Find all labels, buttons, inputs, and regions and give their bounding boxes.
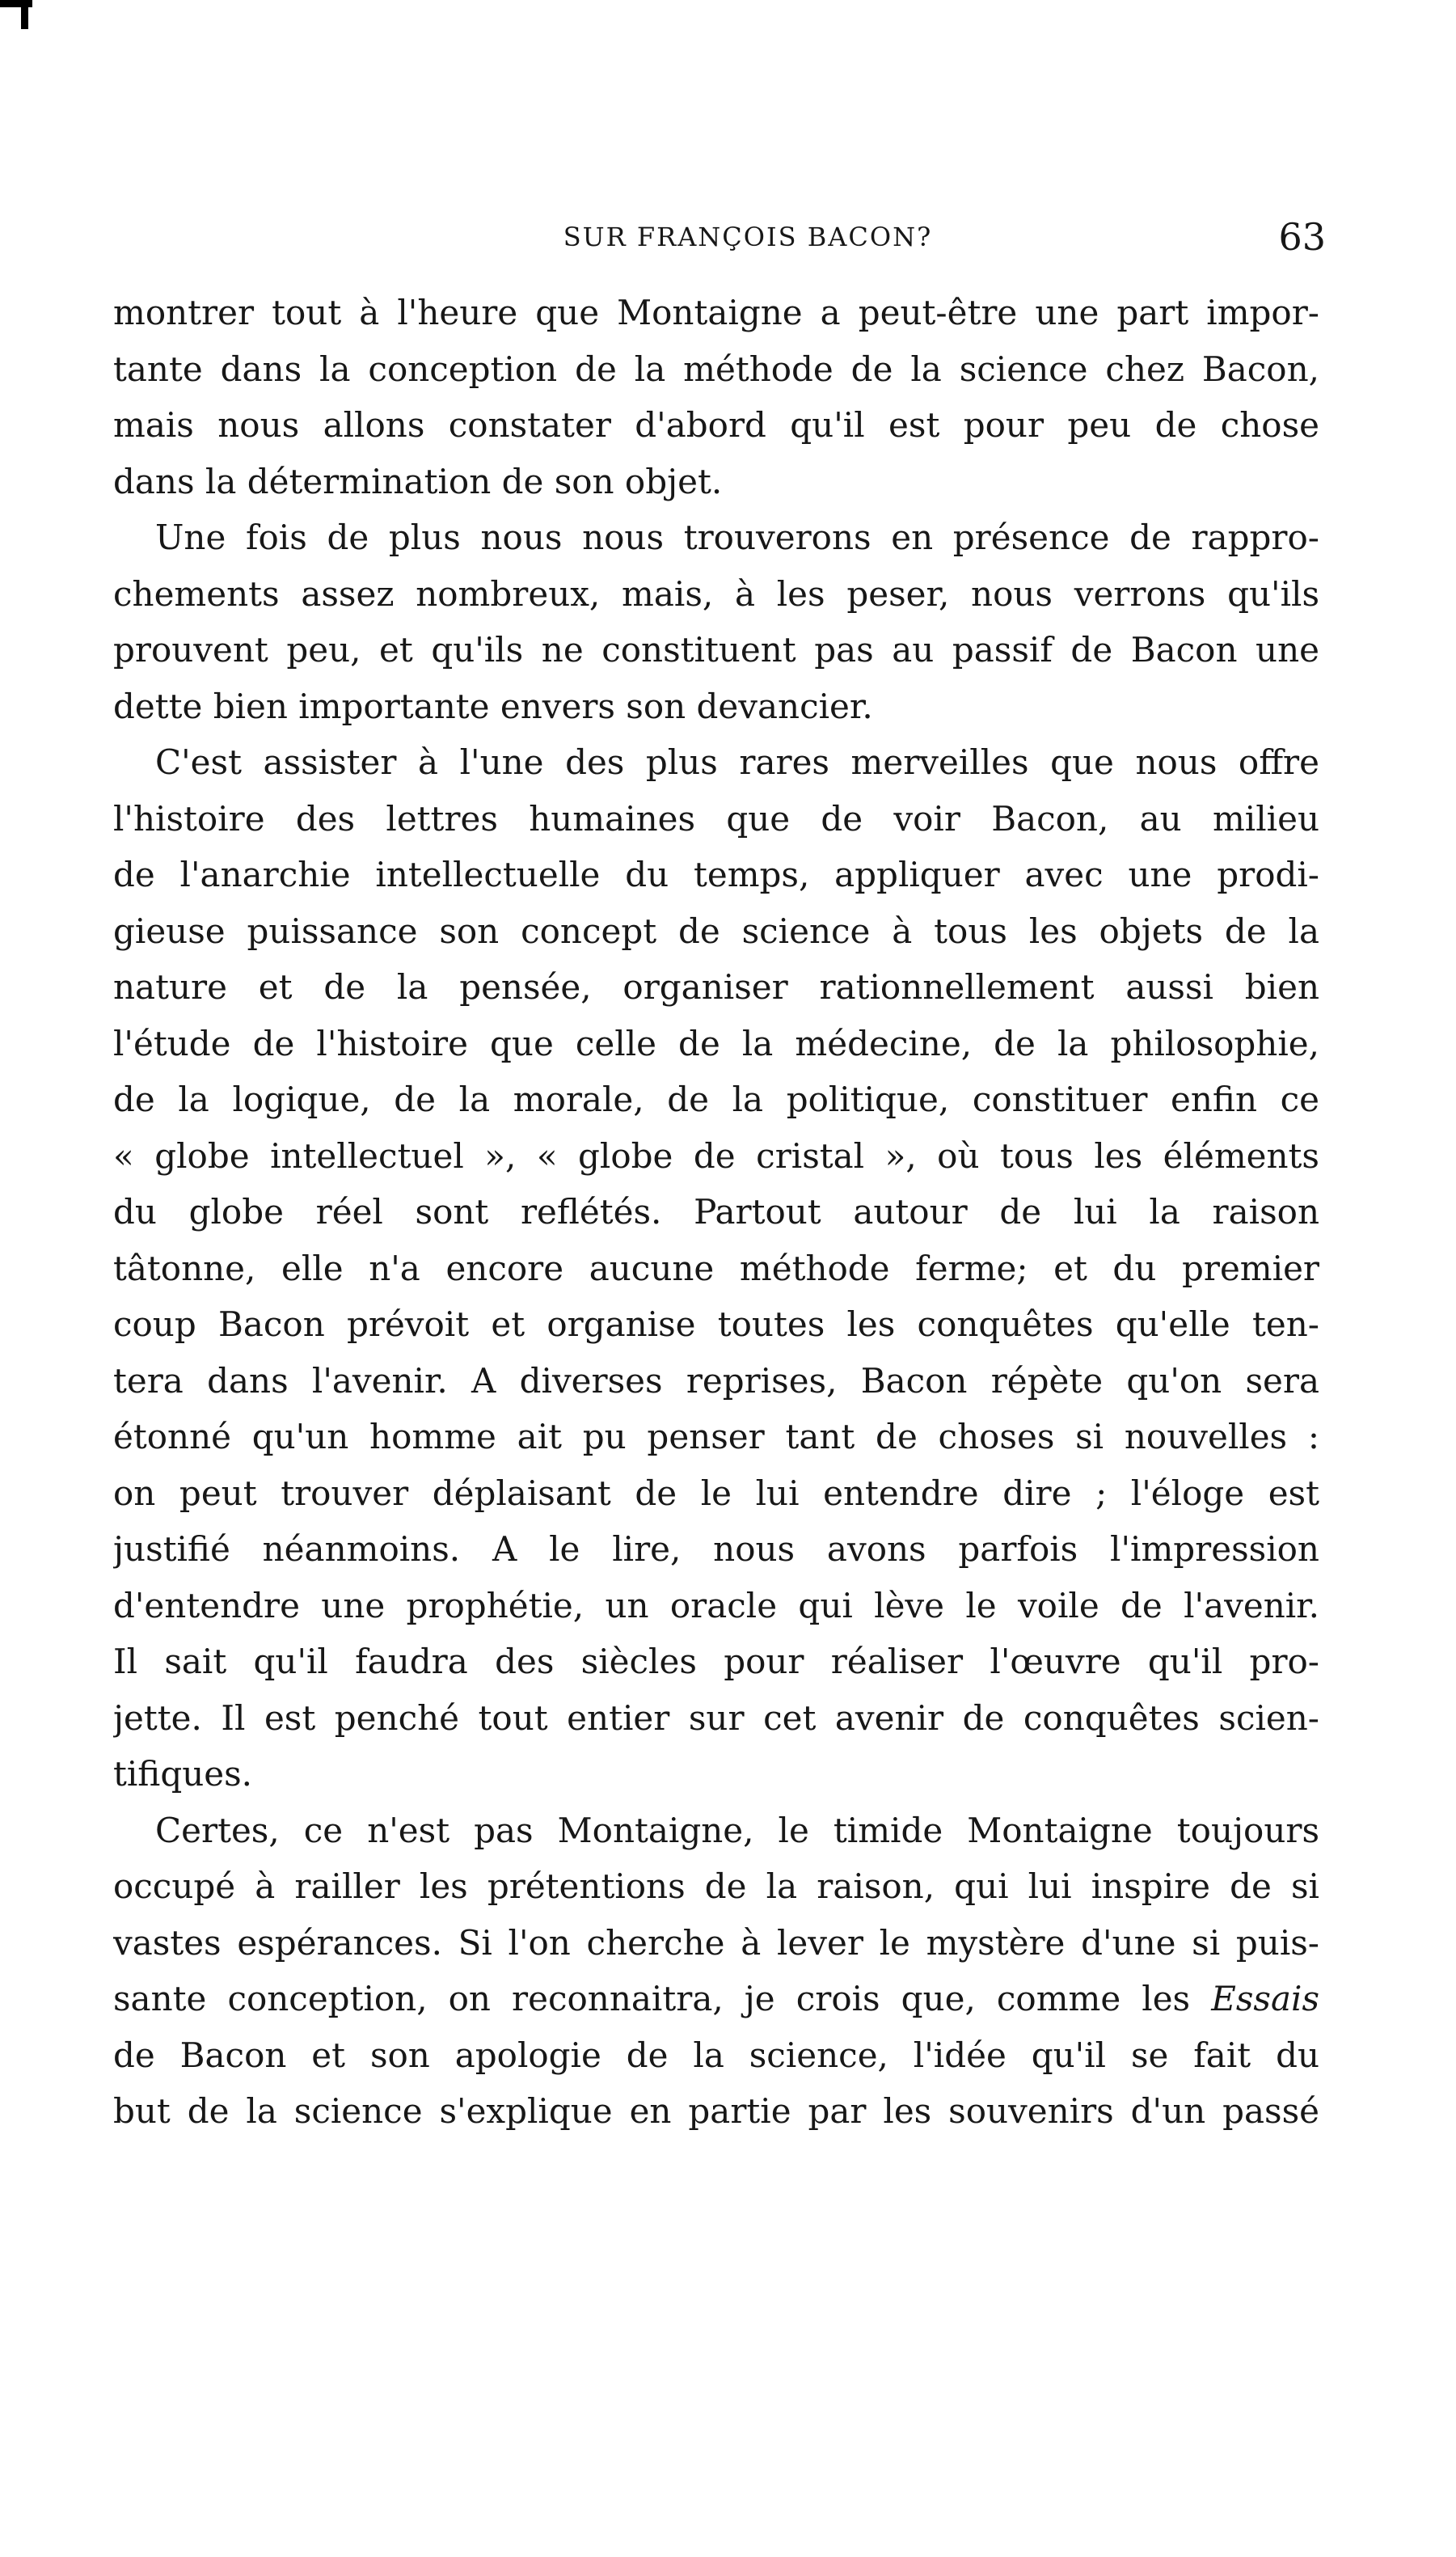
text-line: occupé à railler les prétentions de la raison, qui lui inspire de si [113,1866,1319,1906]
text-line: tante dans la conception de la méthode de la science chez Bacon, [113,349,1319,389]
running-title: SUR FRANÇOIS BACON? [563,222,933,252]
text-line: dette bien importante envers son devancier. [113,686,873,726]
text-line: coup Bacon prévoit et organise toutes les conquêtes qu'elle ten- [113,1304,1319,1344]
text-line: tera dans l'avenir. A diverses reprises, Bacon répète qu'on sera [113,1360,1319,1401]
text-line: vastes espérances. Si l'on cherche à lever le mystère d'une si puis- [113,1922,1319,1963]
text-line: de Bacon et son apologie de la science, l'idée qu'il se fait du [113,2035,1319,2075]
text-line: Une fois de plus nous nous trouverons en présence de rappro- [155,518,1319,557]
page-number: 63 [1278,215,1326,259]
text-line: on peut trouver déplaisant de le lui entendre dire ; l'éloge est [113,1473,1319,1513]
text-line: gieuse puissance son concept de science à tous les objets de la [113,911,1319,951]
essais-title: Essais [1211,1979,1319,2018]
text-line: chements assez nombreux, mais, à les peser, nous verrons qu'ils [113,573,1319,614]
text-line: du globe réel sont reflétés. Partout autour de lui la raison [113,1192,1319,1232]
text-line: de l'anarchie intellectuelle du temps, appliquer avec une prodi- [113,855,1319,894]
text-line: étonné qu'un homme ait pu penser tant de choses si nouvelles : [113,1417,1319,1456]
text-line: tâtonne, elle n'a encore aucune méthode ferme; et du premier [113,1248,1319,1288]
text-line: l'histoire des lettres humaines que de voir Bacon, au milieu [113,798,1319,839]
text-line: de la logique, de la morale, de la politique, constituer enfin ce [113,1080,1319,1119]
text-line [113,1971,1319,2027]
text-line: prouvent peu, et qu'ils ne constituent pas au passif de Bacon une [113,630,1319,670]
text-line: C'est assister à l'une des plus rares merveilles que nous offre [155,742,1319,782]
text-line: dans la détermination de son objet. [113,461,723,501]
text-line: l'étude de l'histoire que celle de la médecine, de la philosophie, [113,1023,1319,1063]
text-line: jette. Il est penché tout entier sur cet avenir de conquêtes scien- [113,1697,1319,1738]
text-line: justifié néanmoins. A le lire, nous avons parfois l'impression [113,1529,1319,1569]
text-line: « globe intellectuel », « globe de cristal », où tous les éléments [113,1135,1319,1176]
text-line: tifiques. [113,1754,253,1794]
text-line: mais nous allons constater d'abord qu'il est pour peu de chose [113,405,1319,445]
text-line: Certes, ce n'est pas Montaigne, le timide Montaigne toujours [155,1810,1319,1850]
text-line: but de la science s'explique en partie par les souvenirs d'un passé [113,2091,1319,2131]
text-line: nature et de la pensée, organiser rationnellement aussi bien [113,967,1319,1007]
running-head [97,215,1326,272]
text-line: Il sait qu'il faudra des siècles pour réaliser l'œuvre qu'il pro- [113,1642,1319,1681]
text-line: d'entendre une prophétie, un oracle qui lève le voile de l'avenir. [113,1585,1319,1625]
scan-corner-mark [0,0,32,29]
text-line: montrer tout à l'heure que Montaigne a peut-être une part impor- [113,293,1319,332]
text-line-segment: sante conception, on reconnaitra, je crois que, comme les [113,1979,1191,2018]
body-text [113,285,1319,2140]
